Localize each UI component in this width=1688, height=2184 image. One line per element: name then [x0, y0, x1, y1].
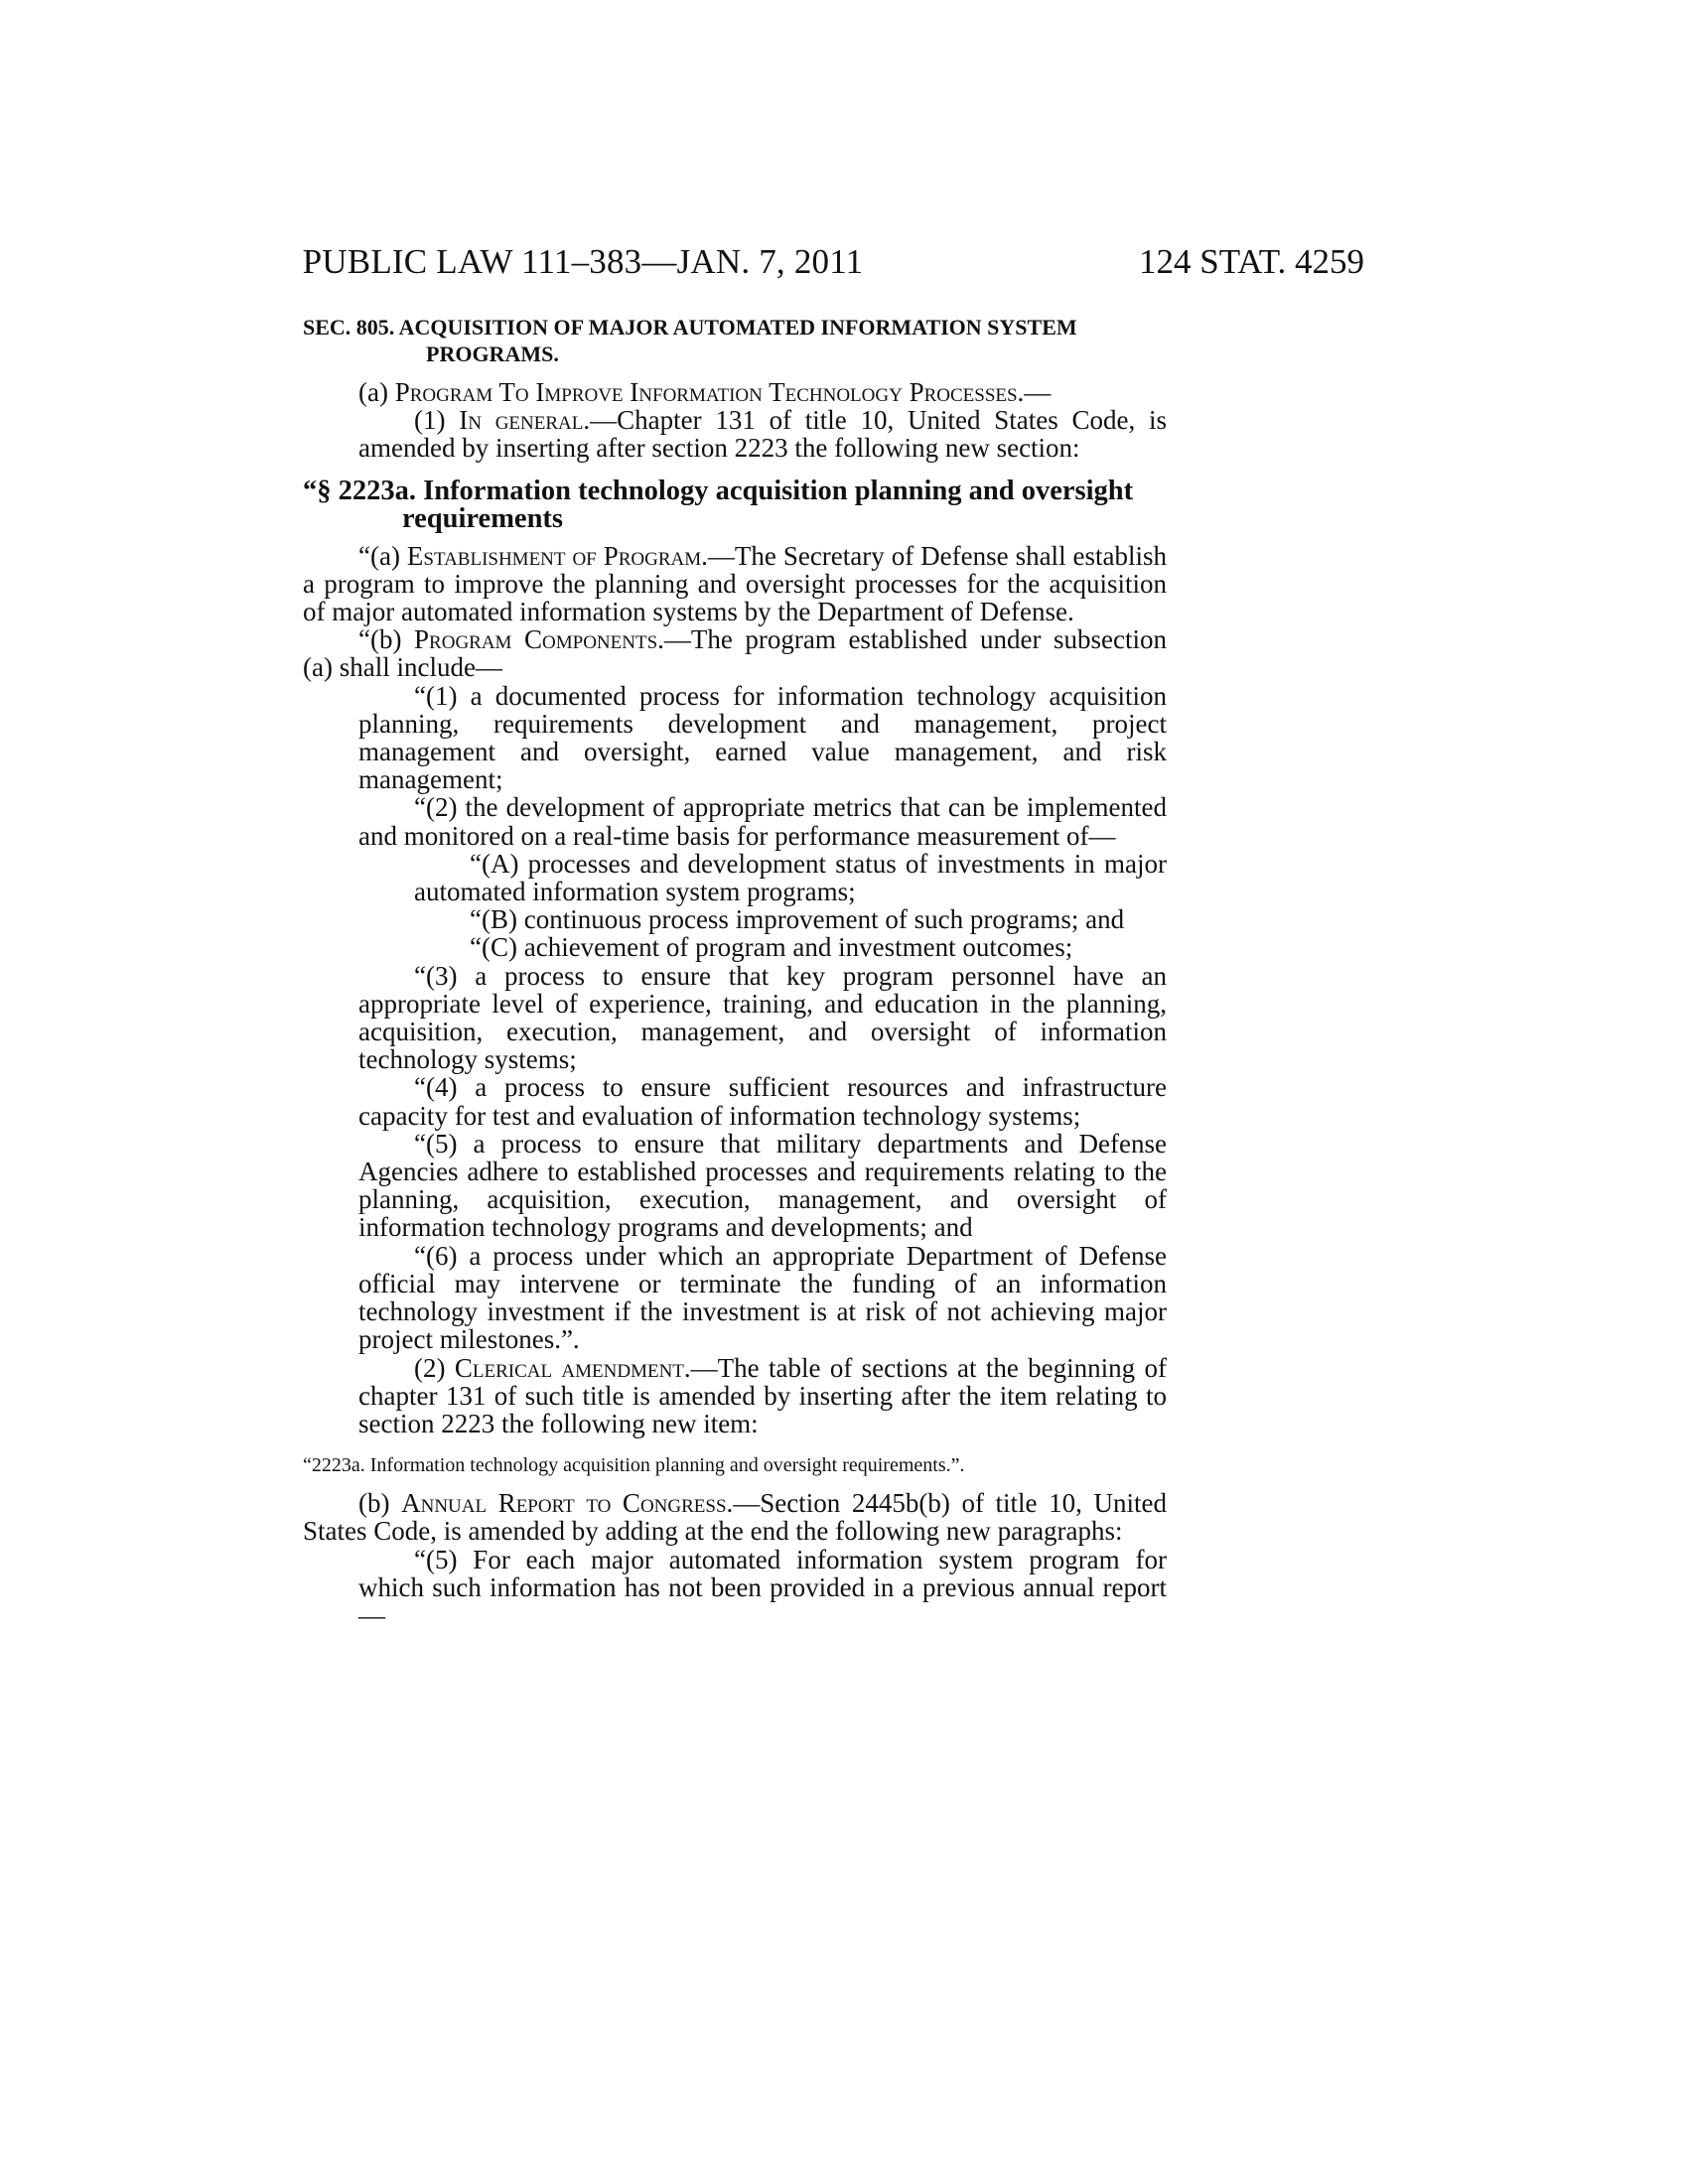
running-header-law: PUBLIC LAW 111–383—JAN. 7, 2011: [302, 242, 864, 281]
paragraph-a2-caption: Clerical amendment.: [454, 1352, 691, 1383]
section-heading: SEC. 805. ACQUISITION OF MAJOR AUTOMATED INFORMATION SYSTEM PROGRAMS.: [303, 315, 1077, 366]
paragraph-a1-caption: In general.: [459, 405, 591, 436]
list-item-4: “(4) a process to ensure sufficient resources and infrastructure capacity for test and evaluation of information technology systems;: [358, 1072, 1167, 1131]
ns-b-caption: Program Components.: [414, 624, 664, 655]
subsection-b-text: —Section 2445b(b) of title 10, United States Code, is amended by adding at the end the following new paragraphs:: [303, 1488, 1167, 1547]
list-item-1: “(1) a documented process for information technology acquisition planning, requirements development and management, project management and oversight, earned value management, and risk management;: [358, 680, 1167, 795]
paragraph-a1: [358, 406, 1167, 462]
paragraph-a1-text: —Chapter 131 of title 10, United States Code, is amended by inserting after section 2223 the following new section:: [358, 405, 1168, 464]
subsection-b-caption: Annual Report to Congress.: [401, 1488, 734, 1519]
paragraph-a2: [358, 1354, 1167, 1438]
subsection-b: [303, 1489, 1167, 1545]
list-item-2C: “(C) achievement of program and investment outcomes;: [470, 932, 1073, 963]
ns-b-text: —The program established under subsection (a) shall include—: [303, 624, 1167, 683]
clerical-table-item: “2223a. Information technology acquisition planning and oversight requirements.”.: [303, 1454, 965, 1477]
document-body: [303, 314, 1167, 1629]
ns-a-text: —The Secretary of Defense shall establish a program to improve the planning and oversight processes for the acquisition of major automated information systems by the Department of Defense.: [303, 540, 1168, 627]
ns-a-label: “(a): [358, 540, 400, 571]
paragraph-b5: “(5) For each major automated information system program for which such information has not been provided in a previous annual report—: [358, 1544, 1167, 1630]
new-section-subsection-b: [303, 625, 1167, 681]
list-item-5: “(5) a process to ensure that military departments and Defense Agencies adhere to established processes and requirements relating to the planning, acquisition, execution, management, and oversight of information technology programs and developments; and: [358, 1128, 1167, 1243]
subsection-a: [303, 378, 1167, 406]
new-section-subsection-a: [303, 542, 1167, 626]
list-item-2B: “(B) continuous process improvement of such programs; and: [470, 904, 1125, 935]
ns-a-caption: Establishment of Program.: [406, 540, 708, 571]
ns-b-label: “(b): [358, 624, 402, 655]
list-item-2: “(2) the development of appropriate metrics that can be implemented and monitored on a real-time basis for performance measurement of—: [358, 792, 1167, 851]
subsection-a-label: (a): [358, 377, 388, 407]
list-item-2A: “(A) processes and development status of investments in major automated information system programs;: [414, 848, 1167, 907]
running-header-stat: 124 STAT. 4259: [1139, 242, 1364, 281]
list-item-6: “(6) a process under which an appropriate Department of Defense official may intervene or terminate the funding of an information technology investment if the investment is at risk of not achieving major project milestones.”.: [358, 1240, 1167, 1355]
list-item-3: “(3) a process to ensure that key program personnel have an appropriate level of experience, training, and education in the planning, acquisition, execution, management, and oversight of information technology systems;: [358, 960, 1167, 1075]
new-section-title: “§ 2223a. Information technology acquisition planning and oversight requirements: [303, 475, 1134, 535]
subsection-a-caption: Program To Improve Information Technology Processes.—: [394, 377, 1052, 407]
paragraph-a1-label: (1): [414, 405, 446, 436]
paragraph-a2-text: —The table of sections at the beginning of chapter 131 of such title is amended by inserting after the item relating to section 2223 the following new item:: [358, 1352, 1168, 1438]
subsection-b-label: (b): [358, 1488, 390, 1519]
paragraph-a2-label: (2): [414, 1352, 446, 1383]
